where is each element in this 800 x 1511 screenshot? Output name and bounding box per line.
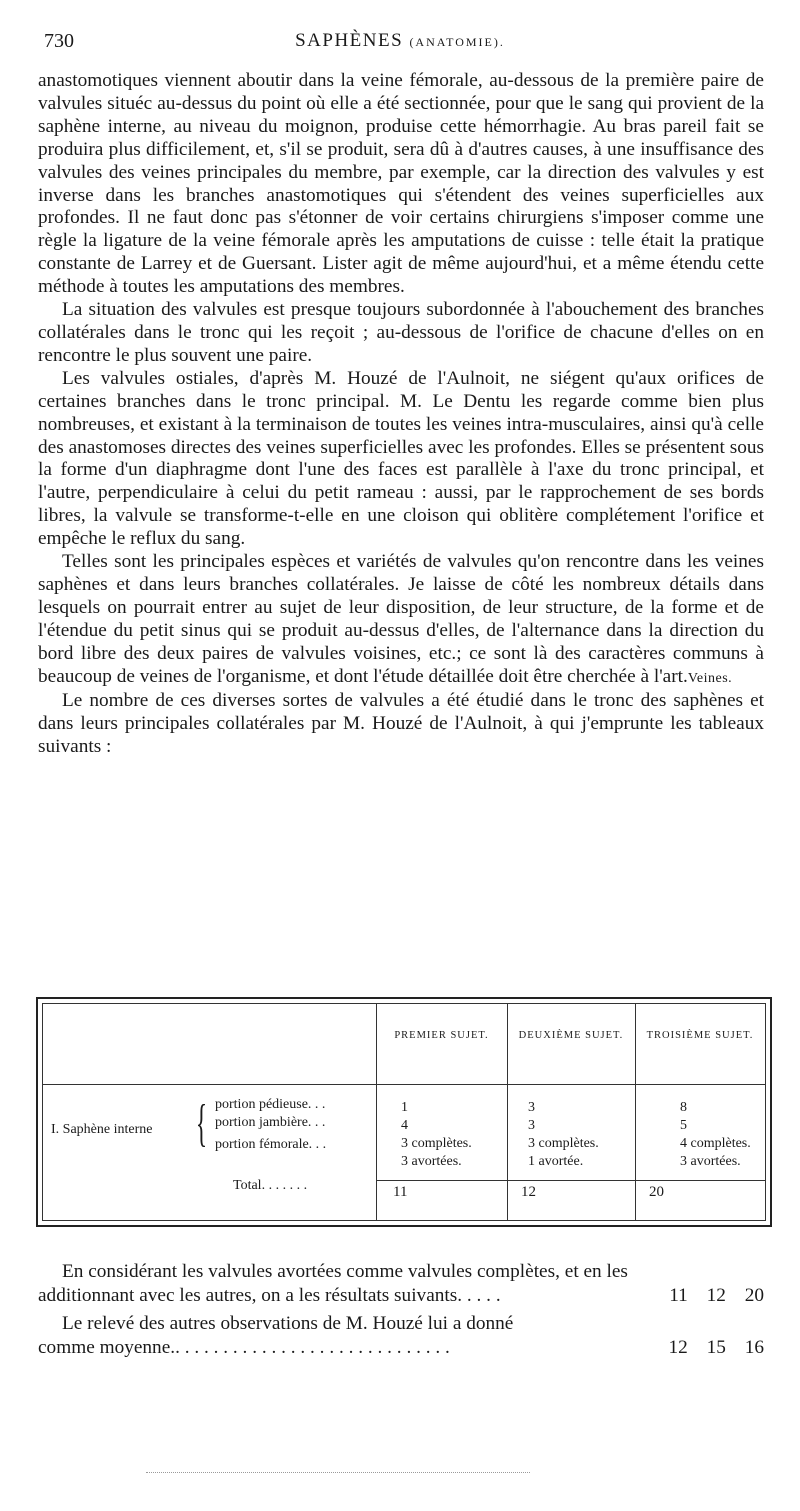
paragraph-4-text: Telles sont les principales espèces et variétés de valvules qu'on rencontre dans les veines saphènes et dans leurs branches collatérales. Je laisse de côté les nombreux détails dans lesquels on pourrait entrer au sujet de leur disposition, de leur structure, de la forme et de l'étendue du petit sinus qui se produit au-dessus d'elles, de l'alternance dans la direction du bord libre des deux paires de valvules voisines, etc.; ce sont là des caractères communs à beaucoup de veines de l'organisme, et dont l'étude détaillée doit être cherchée à l'art. [38, 551, 764, 687]
paragraph-1: anastomotiques viennent aboutir dans la veine fémorale, au-dessous de la première paire de valvules situéc au-dessus du point où elle a été sectionnée, pour que le sang qui provient de la saphène interne, au niveau du moignon, produise cette hémorrhagie. Au bras pareil fait se produira plus difficilement, et, s'il se produit, sera dû à d'autres causes, à une insuffisance des valvules des veines principales du membre, par exemple, car la direction des valvules y est inverse dans les branches anastomotiques qui s'étendent des veines superficielles aux profondes. Il ne faut donc pas s'étonner de voir certains chirurgiens s'imposer comme une règle la ligature de la veine fémorale après les amputations de cuisse : telle était la pratique constante de Larrey et de Guersant. Lister agit de même aujourd'hui, et a même étendu cette méthode à toutes les amputations des membres. [38, 70, 764, 298]
summary-line-3 [38, 1312, 764, 1336]
summary-line-3-text: Le relevé des autres observations de M. Houzé lui a donné [62, 1313, 514, 1334]
summary-line-4-text: comme moyenne.. . . . . . . . . . . . . . . . . . . . . . . . . . . . . [38, 1337, 450, 1358]
header-subtitle: (ANATOMIE). [409, 35, 505, 49]
body-text [38, 70, 764, 759]
summary-line-4-values: 12 15 16 [668, 1337, 764, 1358]
page-number: 730 [44, 30, 74, 52]
summary-line-2 [38, 1284, 764, 1308]
column-header-1: PREMIER SUJET. [394, 1030, 489, 1041]
table-cell: 3 avortées. [401, 1154, 462, 1169]
column-header-3: TROISIÈME SUJET. [646, 1030, 754, 1041]
paragraph-5: Le nombre de ces diverses sortes de valvules a été étudié dans le tronc des saphènes et dans leurs principales collatérales par M. Houzé de l'Aulnoit, à qui j'emprunte les tableaux suivants : [38, 690, 764, 758]
column-header-2: DEUXIÈME SUJET. [518, 1030, 624, 1041]
table-cell: 3 [528, 1100, 535, 1115]
table-cell: 1 avortée. [528, 1154, 584, 1169]
table-cell: 4 complètes. [680, 1136, 751, 1151]
bottom-divider [146, 1472, 530, 1473]
subrow-label-pedieuse: portion pédieuse. . . [215, 1097, 326, 1112]
total-value: 12 [521, 1184, 536, 1200]
row-label: I. Saphène interne [51, 1122, 153, 1137]
total-rule [376, 1180, 765, 1181]
summary-line-2-text: additionnant avec les autres, on a les résultats suivants. . . . . [38, 1285, 501, 1306]
table-cell: 3 [528, 1118, 535, 1133]
subrow-label-femorale: portion fémorale. . . [215, 1137, 327, 1152]
valve-count-table [36, 997, 772, 1227]
summary-line-1 [38, 1260, 764, 1284]
total-value: 11 [393, 1184, 408, 1200]
table-cell: 3 avortées. [680, 1154, 741, 1169]
header-rule [43, 1084, 765, 1085]
header-title: SAPHÈNES [295, 30, 404, 51]
table-cell: 3 complètes. [528, 1136, 599, 1151]
table-cell: 4 [401, 1118, 408, 1133]
subrow-label-jambiere: portion jambière. . . [215, 1115, 326, 1130]
paragraph-2: La situation des valvules est presque toujours subordonnée à l'abouchement des branches collatérales dans le tronc qui les reçoit ; au-dessous de l'orifice de chacune d'elles on en rencontre le plus souvent une paire. [38, 299, 764, 366]
paragraph-3: Les valvules ostiales, d'après M. Houzé de l'Aulnoit, ne siégent qu'aux orifices de certaines branches dans le tronc principal. M. Le Dentu les regarde comme bien plus nombreuses, et existant à la terminaison de toutes les veines intra-musculaires, ainsi qu'à celle des anastomoses directes des veines superficielles avec les profondes. Elles se présentent sous la forme d'un diaphragme dont l'une des faces est parallèle à l'axe du tronc principal, et l'autre, perpendiculaire à celui du petit rameau : aussi, par le rapprochement de ses bords libres, la valvule se transforme-t-elle en une cloison qui oblitère complétement l'orifice et empêche le reflux du sang. [38, 367, 764, 550]
row-brace: { [195, 1095, 208, 1152]
summary-line-1-text: En considérant les valvules avortées comme valvules complètes, et en les [62, 1261, 628, 1282]
total-value: 20 [649, 1184, 664, 1200]
table-cell: 1 [401, 1100, 408, 1115]
page-title [36, 30, 764, 52]
summary-block [38, 1260, 764, 1360]
table-cell: 5 [680, 1118, 687, 1133]
article-reference: Veines. [687, 670, 733, 686]
paragraph-4 [38, 551, 764, 690]
running-head [36, 30, 764, 56]
summary-line-4 [38, 1336, 764, 1360]
table-cell: 3 complètes. [401, 1136, 472, 1151]
summary-line-2-values: 11 12 20 [669, 1285, 764, 1306]
total-label: Total. . . . . . . [233, 1178, 308, 1193]
table-cell: 8 [680, 1100, 687, 1115]
table-inner-frame [42, 1003, 766, 1221]
